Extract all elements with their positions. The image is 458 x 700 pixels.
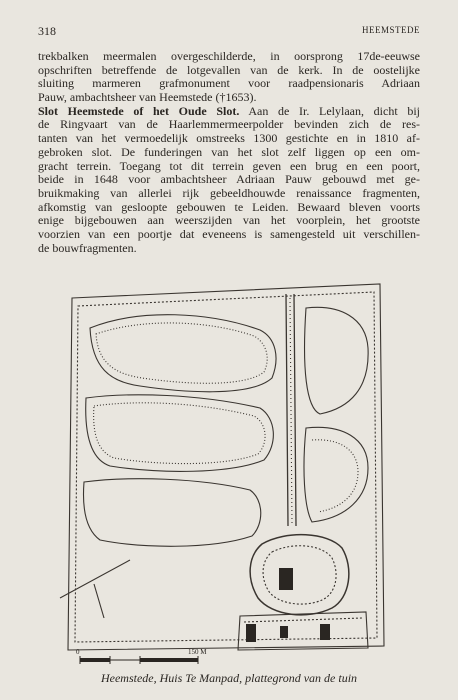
outbuilding-right <box>320 624 330 640</box>
page-header <box>38 24 420 38</box>
section-heading-line <box>38 105 420 119</box>
garden-path <box>84 479 261 547</box>
body-line: gebroken slot. De funderingen van het slot zelf liggen op een om- <box>38 144 420 159</box>
castle-moat <box>250 535 349 615</box>
body-line: gracht terrein. Toegang tot dit terrein geven een brug en een poort, <box>38 158 420 173</box>
scale-start-label: 0 <box>76 648 80 656</box>
body-line: beide in 1648 voor ambachtsheer Adriaan Pauw gebouwd met ge- <box>38 172 420 187</box>
figure-caption: Heemstede, Huis Te Manpad, plattegrond van de tuin <box>100 671 358 685</box>
body-line: afkomstig van gesloopte gebouwen te Leiden. Bewaard bleven voorts <box>38 199 420 214</box>
garden-path <box>86 395 274 472</box>
garden-path <box>90 315 276 392</box>
body-line: voorzien van een poortje dat eveneens is samengesteld uit verschillen- <box>38 226 420 241</box>
section-heading: Slot Heemstede of het Oude Slot. <box>38 103 240 118</box>
body-line: tanten van het vermoedelijk omstreeks 1300 gestichte en in 1810 af- <box>38 131 420 146</box>
page-number: 318 <box>38 24 56 38</box>
body-line: sluiting marmeren grafmonument voor raadpensionaris Adriaan <box>38 76 420 91</box>
body-line: de Ringvaart van de Haarlemmermeerpolder bevinden zich de res- <box>38 117 420 132</box>
body-line: trekbalken meermalen overgeschilderde, in oorsprong 17de-eeuwse <box>38 49 420 63</box>
scale-bar <box>80 656 198 664</box>
body-line: enige bijgebouwen aan weerszijden van het voorplein, het grootste <box>38 213 420 228</box>
garden-plan-figure <box>50 268 410 668</box>
body-line: opschriften betreffende de lotgevallen van de kerk. In de oostelijke <box>38 62 420 77</box>
outbuilding-left <box>246 624 256 642</box>
body-text <box>38 50 420 255</box>
body-line: Pauw, ambachtsheer van Heemstede (†1653). <box>38 90 257 105</box>
garden-path <box>305 307 369 414</box>
gatehouse <box>280 626 288 638</box>
body-line: bruikmaking van allerlei rijk gebeeldhouwde renaissance fragmenten, <box>38 185 420 200</box>
castle-foundation <box>279 568 293 590</box>
running-head: HEEMSTEDE <box>362 25 420 35</box>
body-line: de bouwfragmenten. <box>38 240 137 255</box>
forecourt <box>238 612 368 650</box>
north-arrow <box>60 560 130 618</box>
scale-end-label: 150 M <box>188 648 207 656</box>
section-heading-continuation: Aan de Ir. Lelylaan, dicht bij <box>239 103 420 118</box>
